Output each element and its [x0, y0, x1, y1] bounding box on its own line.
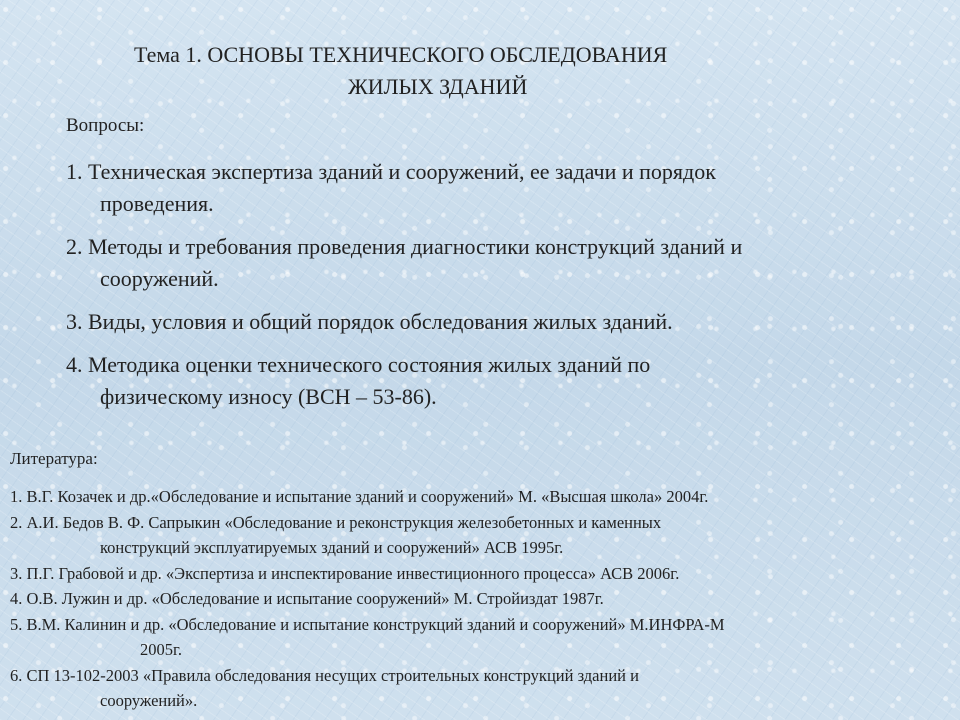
literature-item — [10, 586, 940, 612]
literature-text-continued: конструкций эксплуатируемых зданий и сооружений» АСВ 1995г. — [100, 538, 564, 557]
question-text: Виды, условия и общий порядок обследования жилых зданий. — [88, 309, 673, 334]
question-item — [66, 306, 926, 338]
literature-text: 1. В.Г. Козачек и др.«Обследование и испытание зданий и сооружений» М. «Высшая школа» 2004г. — [10, 487, 709, 506]
literature-item — [10, 484, 940, 510]
literature-item — [10, 663, 940, 714]
question-text-continued: проведения. — [100, 191, 214, 216]
title-line-2: ЖИЛЫХ ЗДАНИЙ — [348, 74, 528, 99]
literature-list — [10, 484, 940, 714]
questions-list — [66, 156, 926, 424]
question-text-continued: сооружений. — [100, 266, 219, 291]
literature-item — [10, 612, 940, 663]
literature-text: 2. А.И. Бедов В. Ф. Сапрыкин «Обследование и реконструкция железобетонных и каменных — [10, 512, 662, 532]
literature-text: 5. В.М. Калинин и др. «Обследование и испытание конструкций зданий и сооружений» М.ИНФРА-М — [10, 614, 725, 634]
literature-item — [10, 510, 940, 561]
literature-text: 4. О.В. Лужин и др. «Обследование и испытание сооружений» М. Стройиздат 1987г. — [10, 589, 604, 608]
question-item — [66, 349, 926, 413]
literature-text: 3. П.Г. Грабовой и др. «Экспертиза и инспектирование инвестиционного процесса» АСВ 2006г. — [10, 563, 680, 583]
question-text: Техническая экспертиза зданий и сооружений, ее задачи и порядок — [88, 159, 716, 184]
literature-text-continued: 2005г. — [140, 640, 183, 659]
questions-heading: Вопросы: — [66, 115, 145, 136]
literature-text-continued: сооружений». — [100, 691, 198, 710]
title-line-1: Тема 1. ОСНОВЫ ТЕХНИЧЕСКОГО ОБСЛЕДОВАНИЯ — [134, 42, 668, 67]
literature-text: 6. СП 13-102-2003 «Правила обследования несущих строительных конструкций зданий и — [10, 665, 639, 685]
question-number: 3. — [66, 309, 83, 334]
question-item — [66, 156, 926, 220]
question-number: 2. — [66, 234, 83, 259]
question-text: Методы и требования проведения диагностики конструкций зданий и — [88, 234, 743, 259]
question-number: 4. — [66, 352, 83, 377]
literature-heading: Литература: — [10, 449, 98, 468]
question-text-continued: физическому износу (ВСН – 53-86). — [100, 384, 437, 409]
question-text: Методика оценки технического состояния жилых зданий по — [88, 352, 651, 377]
question-number: 1. — [66, 159, 83, 184]
literature-item — [10, 561, 940, 587]
question-item — [66, 231, 926, 295]
